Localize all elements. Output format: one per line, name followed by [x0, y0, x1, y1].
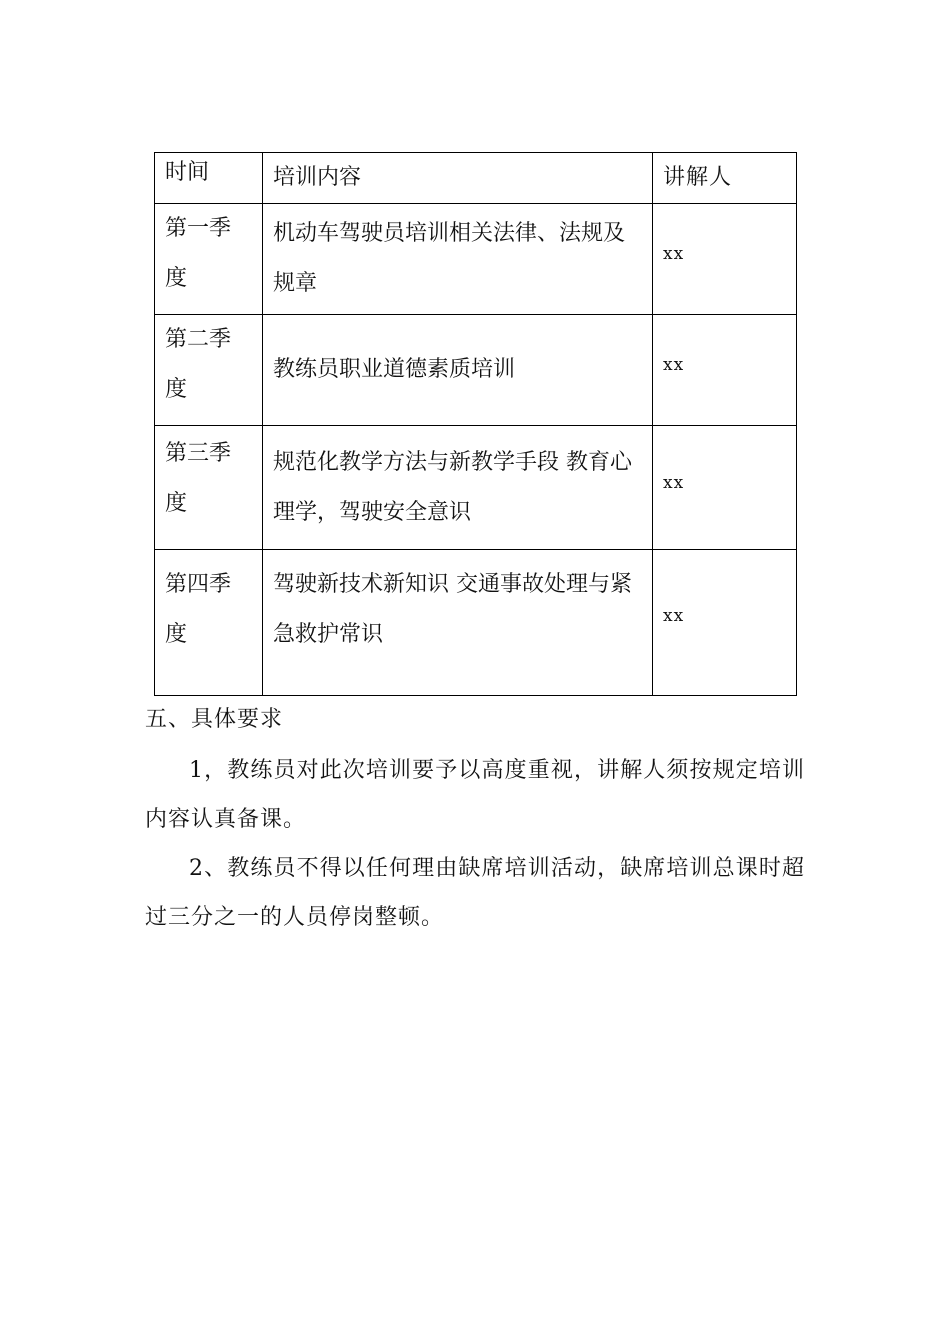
row-lecturer: xx [653, 204, 797, 315]
row-time: 第二季度 [155, 315, 263, 426]
training-schedule-table [154, 152, 797, 696]
row-content: 教练员职业道德素质培训 [263, 315, 653, 426]
header-time: 时间 [155, 153, 263, 204]
row-content: 驾驶新技术新知识 交通事故处理与紧急救护常识 [263, 550, 653, 696]
row-time: 第三季度 [155, 426, 263, 550]
table-header-row [155, 153, 797, 204]
row-lecturer: xx [653, 550, 797, 696]
row-lecturer: xx [653, 426, 797, 550]
table-row [155, 204, 797, 315]
section-heading: 五、具体要求 [145, 707, 284, 732]
row-time: 第四季度 [155, 550, 263, 696]
header-content: 培训内容 [263, 153, 653, 204]
row-time: 第一季度 [155, 204, 263, 315]
table-row [155, 550, 797, 696]
table-row [155, 426, 797, 550]
header-lecturer: 讲解人 [653, 153, 797, 204]
row-content: 规范化教学方法与新教学手段 教育心理学，驾驶安全意识 [263, 426, 653, 550]
requirement-paragraph: 2、教练员不得以任何理由缺席培训活动，缺席培训总课时超过三分之一的人员停岗整顿。 [145, 856, 805, 930]
row-content: 机动车驾驶员培训相关法律、法规及规章 [263, 204, 653, 315]
requirement-paragraph: 1，教练员对此次培训要予以高度重视，讲解人须按规定培训内容认真备课。 [145, 758, 805, 832]
table-row [155, 315, 797, 426]
row-lecturer: xx [653, 315, 797, 426]
